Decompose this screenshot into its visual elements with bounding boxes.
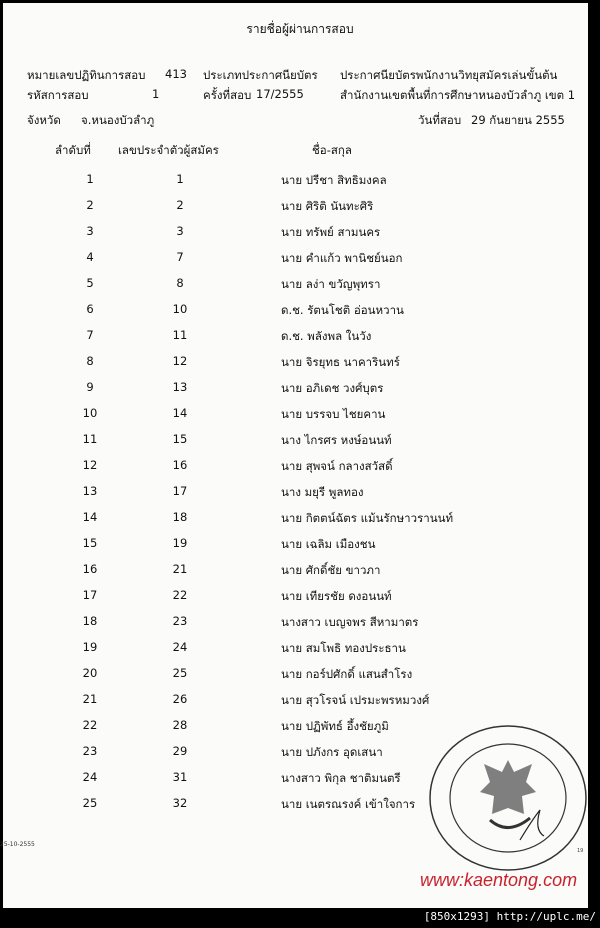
certificate-type-label: ประเภทประกาศนียบัตร	[203, 68, 318, 82]
province-value: จ.หนองบัวลำภู	[81, 113, 155, 127]
exam-date-value: 29 กันยายน 2555	[471, 113, 565, 127]
row-name: นาย สมโพธิ ทองประธาน	[281, 641, 406, 655]
row-order: 24	[82, 770, 98, 784]
row-order: 13	[82, 484, 98, 498]
row-applicant-id: 2	[176, 198, 184, 212]
row-name: ด.ช. รัตนโชติ อ่อนหวาน	[281, 303, 404, 317]
row-order: 4	[86, 250, 94, 264]
table-row	[0, 406, 600, 432]
row-applicant-id: 14	[172, 406, 188, 420]
table-row	[0, 354, 600, 380]
row-name: ด.ช. พลังพล ในวัง	[281, 329, 372, 343]
row-order: 16	[82, 562, 98, 576]
table-row	[0, 302, 600, 328]
exam-schedule-label: หมายเลขปฏิทินการสอบ	[27, 68, 146, 82]
row-name: นาย เนตรณรงค์ เข้าใจการ	[281, 797, 416, 811]
row-order: 23	[82, 744, 98, 758]
column-header-name: ชื่อ-สกุล	[312, 143, 352, 157]
row-name: นาย ศักดิ์ชัย ขาวภา	[281, 563, 381, 577]
column-header-applicant-id: เลขประจำตัวผู้สมัคร	[118, 143, 219, 157]
row-order: 8	[86, 354, 94, 368]
row-applicant-id: 31	[172, 770, 188, 784]
row-applicant-id: 23	[172, 614, 188, 628]
row-applicant-id: 1	[176, 172, 184, 186]
table-row	[0, 250, 600, 276]
row-name: นาย อภิเดช วงศ์บุตร	[281, 381, 384, 395]
table-row	[0, 588, 600, 614]
table-row	[0, 666, 600, 692]
row-order: 10	[82, 406, 98, 420]
exam-round-label: ครั้งที่สอบ	[203, 88, 252, 102]
row-applicant-id: 29	[172, 744, 188, 758]
row-applicant-id: 32	[172, 796, 188, 810]
row-name: นาย ปภังกร อุดเสนา	[281, 745, 383, 759]
row-order: 3	[86, 224, 94, 238]
official-seal-icon	[420, 720, 590, 880]
row-name: นาย ปฏิพัทธ์ อึ้งชัยภูมิ	[281, 719, 389, 733]
row-applicant-id: 24	[172, 640, 188, 654]
row-order: 12	[82, 458, 98, 472]
row-name: นาย เฉลิม เมืองชน	[281, 537, 376, 551]
row-name: นาย ศิริติ นันทะศิริ	[281, 199, 374, 213]
row-order: 6	[86, 302, 94, 316]
document-title: รายชื่อผู้ผ่านการสอบ	[246, 22, 354, 36]
row-applicant-id: 22	[172, 588, 188, 602]
table-row	[0, 458, 600, 484]
row-order: 11	[82, 432, 98, 446]
row-name: นาย สุพจน์ กลางสวัสดิ์	[281, 459, 393, 473]
row-name: นางสาว เบญจพร สีหามาตร	[281, 615, 419, 629]
row-applicant-id: 18	[172, 510, 188, 524]
exam-venue: สำนักงานเขตพื้นที่การศึกษาหนองบัวลำภู เขต 1	[340, 88, 576, 102]
row-applicant-id: 10	[172, 302, 188, 316]
exam-code-value: 1	[152, 87, 160, 101]
row-name: นาย บรรจบ ไชยคาน	[281, 407, 386, 421]
province-label: จังหวัด	[27, 113, 61, 127]
row-applicant-id: 25	[172, 666, 188, 680]
print-date: 25-10-2555	[0, 841, 35, 848]
row-name: นาย เทียรชัย ดงอนนท์	[281, 589, 392, 603]
row-name: นาย กอร์ปศักดิ์ แสนสำโรง	[281, 667, 413, 681]
row-applicant-id: 26	[172, 692, 188, 706]
row-order: 19	[82, 640, 98, 654]
row-order: 20	[82, 666, 98, 680]
page-number: 19	[577, 848, 584, 854]
row-order: 21	[82, 692, 98, 706]
row-applicant-id: 17	[172, 484, 188, 498]
row-applicant-id: 8	[176, 276, 184, 290]
row-applicant-id: 28	[172, 718, 188, 732]
table-row	[0, 276, 600, 302]
image-caption: [850x1293] http://uplc.me/	[423, 910, 596, 923]
row-order: 15	[82, 536, 98, 550]
row-order: 9	[86, 380, 94, 394]
exam-date-label: วันที่สอบ	[418, 113, 462, 127]
table-row	[0, 614, 600, 640]
table-row	[0, 198, 600, 224]
row-name: นาย จิรยุทธ นาคารินทร์	[281, 355, 400, 369]
row-order: 22	[82, 718, 98, 732]
table-row	[0, 172, 600, 198]
row-order: 7	[86, 328, 94, 342]
row-applicant-id: 19	[172, 536, 188, 550]
row-order: 17	[82, 588, 98, 602]
row-name: นาย คำแก้ว พานิชย์นอก	[281, 251, 403, 265]
row-name: นาย กิตตน์ฉัตร แม้นรักษาวรานนท์	[281, 511, 454, 525]
row-applicant-id: 16	[172, 458, 188, 472]
table-row	[0, 328, 600, 354]
row-order: 1	[86, 172, 94, 186]
row-order: 25	[82, 796, 98, 810]
row-name: นาย สุวโรจน์ เปรมะพรหมวงศ์	[281, 693, 430, 707]
row-name: นาย ลง่า ขวัญพุทรา	[281, 277, 381, 291]
row-applicant-id: 13	[172, 380, 188, 394]
table-row	[0, 484, 600, 510]
row-name: นาง มยุรี พูลทอง	[281, 485, 364, 499]
exam-code-label: รหัสการสอบ	[27, 88, 89, 102]
exam-schedule-value: 413	[165, 67, 187, 81]
row-order: 18	[82, 614, 98, 628]
row-order: 5	[86, 276, 94, 290]
certificate-type-value: ประกาศนียบัตรพนักงานวิทยุสมัครเล่นขั้นต้น	[340, 68, 558, 82]
row-name: นาง ไกรศร หงษ์อนนท์	[281, 433, 392, 447]
row-order: 2	[86, 198, 94, 212]
table-row	[0, 432, 600, 458]
table-row	[0, 510, 600, 536]
row-applicant-id: 7	[176, 250, 184, 264]
table-row	[0, 640, 600, 666]
row-applicant-id: 11	[172, 328, 188, 342]
table-row	[0, 692, 600, 718]
table-row	[0, 224, 600, 250]
table-row	[0, 562, 600, 588]
table-row	[0, 536, 600, 562]
row-order: 14	[82, 510, 98, 524]
exam-round-value: 17/2555	[256, 87, 304, 101]
row-name: นาย ทรัพย์ สามนคร	[281, 225, 381, 239]
column-header-order: ลำดับที่	[55, 143, 91, 157]
row-applicant-id: 15	[172, 432, 188, 446]
row-applicant-id: 21	[172, 562, 188, 576]
row-name: นาย ปรีชา สิทธิมงคล	[281, 173, 387, 187]
row-name: นางสาว พิกุล ชาติมนตรี	[281, 771, 401, 785]
table-row	[0, 380, 600, 406]
row-applicant-id: 12	[172, 354, 188, 368]
row-applicant-id: 3	[176, 224, 184, 238]
watermark-text: www:kaentong.com	[420, 870, 578, 890]
